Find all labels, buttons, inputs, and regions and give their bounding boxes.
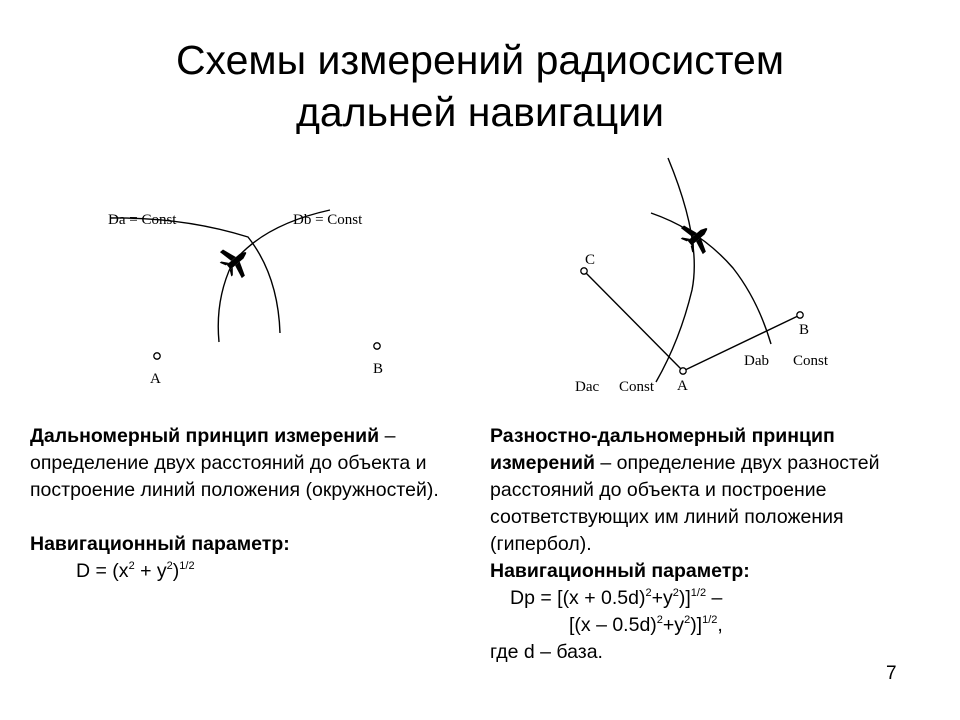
label-da-const: Da = Const: [108, 212, 177, 228]
title-line-1: Схемы измерений радиосистем: [175, 37, 785, 83]
label-db-const: Db = Const: [293, 212, 363, 228]
right-formula-line-1: Dр = $[(x + 0.5d)^2+y^2)]^{1/2}$ –: [510, 587, 723, 609]
label-station-b: B: [373, 361, 384, 377]
label-station-c: C: [585, 252, 596, 268]
left-diagram: [108, 210, 383, 387]
label-station-b: B: [799, 322, 810, 338]
right-text-block: [490, 423, 910, 666]
airplane-icon: [676, 215, 719, 258]
baseline-ac: [584, 271, 683, 371]
title-line-2: дальней навигации: [295, 89, 665, 135]
station-c-marker: [581, 268, 587, 274]
label-dac-const: Const: [619, 379, 655, 395]
right-formula-line-2: $[(x - 0.5d)^2+y^2)]^{1/2}$,: [569, 614, 723, 636]
left-heading: Дальномерный принцип измерений: [30, 425, 380, 447]
label-dac: Dac: [575, 379, 600, 395]
baseline-ab: [683, 315, 800, 371]
dac-hyperbola: [656, 158, 694, 382]
right-param-heading: Навигационный параметр:: [490, 560, 750, 582]
right-description: – определение двух разностей расстояний до объекта и построение соответствующих им линий положения (гипербол).: [490, 452, 880, 555]
label-station-a: A: [677, 378, 688, 394]
da-circle-arc: [110, 218, 280, 333]
right-heading: Разностно-дальномерный принцип измерений: [490, 425, 835, 474]
station-b-marker: [797, 312, 803, 318]
label-station-a: A: [150, 371, 161, 387]
left-param-heading: Навигационный параметр:: [30, 533, 290, 555]
db-circle-arc: [218, 210, 330, 342]
label-dab: Dab: [744, 353, 769, 369]
station-a-marker: [154, 353, 160, 359]
right-diagram: [575, 158, 829, 395]
label-dab-const: Const: [793, 353, 829, 369]
station-a-marker: [680, 368, 686, 374]
left-formula: $D = (x^2 + y^2)^{1/2}$: [76, 560, 195, 582]
page-number: 7: [886, 663, 897, 684]
right-base-note: где d – база.: [490, 641, 603, 663]
station-b-marker: [374, 343, 380, 349]
left-text-block: [30, 423, 460, 585]
dab-hyperbola: [651, 213, 771, 344]
left-description: – определение двух расстояний до объекта и построение линий положения (окружностей).: [30, 425, 439, 501]
